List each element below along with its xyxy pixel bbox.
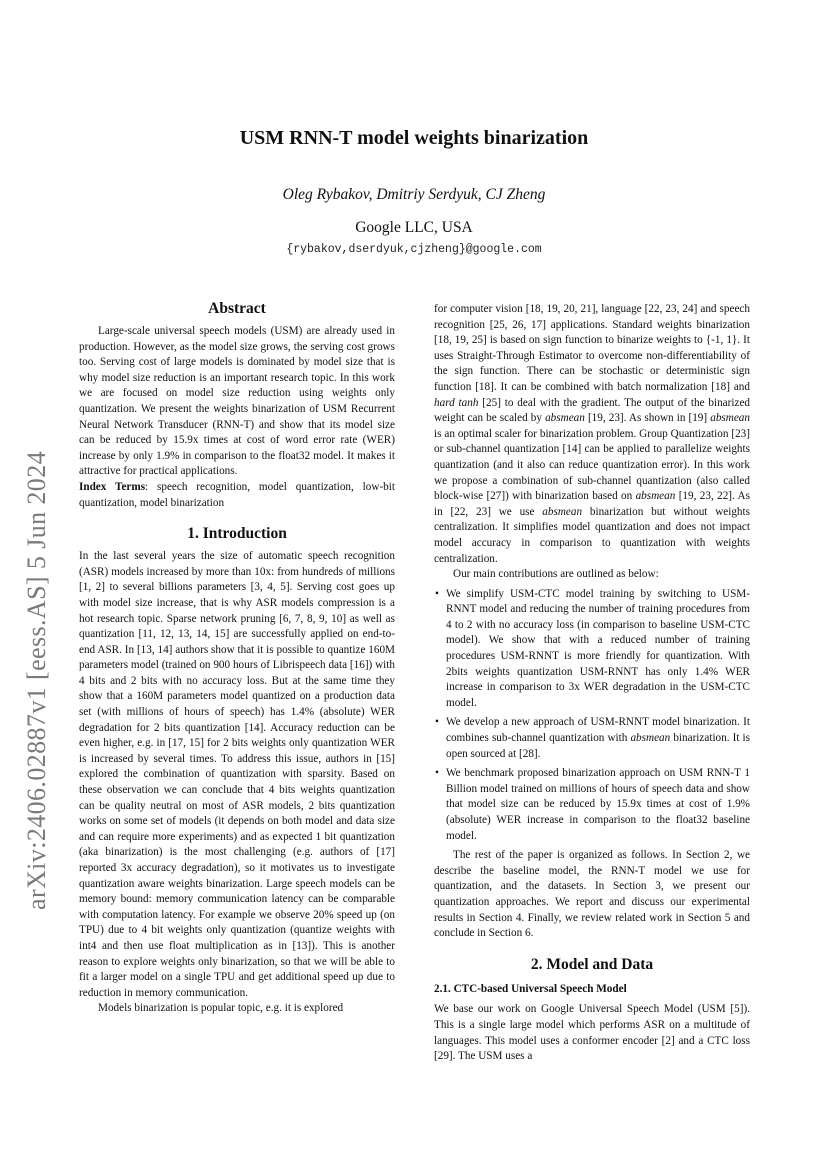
intro-para-1: In the last several years the size of automatic speech recognition (ASR) models increased by more than 10x: from hundreds of millions [1, 2] to several billions parameters [3, 4, 5]. Serving cost goes up with model size increase, that is why ASR models compression is a hot research topic. Sparse network pruning [6, 7, 8, 9, 10] as well as quantization [11, 12, 13, 14, 15] are successfully applied on end-to-end ASR. In [13, 14] authors show that it is possible to quantize 160M parameters model (trained on 900 hours of Librispeech data [16]) with 4 bits and 2 bits with no accuracy loss. But at the same time they show that a 160M parameters model quantized on a production data set (with millions of hours of speech) has 1.4% (absolute) WER degradation for 2 bits quantization [14]. Accuracy reduction can be even higher, e.g. in [17, 15] for 2 bits weights only quantization WER is increased by several times. To address this issue, authors in [15] explored the combination of quantization with sparsity. Based on these observation we can conclude that 4 bits weights quantization can be quality neutral on most of ASR models, 2 bits quantization works on some set of models (it depends on both model and data size and can require more experiments) and as expected 1 bit quantization (aka binarization) is the most challenging (e.g. authors of [17] reported 3x accuracy degradation), so it motivates us to investigate quantization aware weights binarization. Large speech models can be memory bound: memory communication latency can be comparable with computation latency. For example we observe 20% speed up (on TPU) due to 4 bit weights only quantization (quantize weights with int4 and then use float multiplication as in [13]). This is another reason to explore weights only binarization, so that we will be able to fit a larger model on a single TPU and get additional speed up due to reduction in memory communication. [79,550,395,999]
intro-heading: 1. Introduction [187,525,287,543]
list-item: • We simplify USM-CTC model training by switching to USM-RNNT model and reducing the number of training procedures from 4 to 2 with no accuracy loss (in comparison to baseline USM-CTC model). We show that with a reduced number of training procedures USM-RNNT is more friendly for quantization. With 2bits weights quantization USM-RNNT has only 1.4% WER increase in comparison to 3x WER degradation in the USM-CTC model. [434,587,750,712]
ctc-usm-subheading: 2.1. CTC-based Universal Speech Model [434,982,627,995]
model-data-heading: 2. Model and Data [530,955,654,973]
contributions-list [434,587,750,845]
paper-outline: The rest of the paper is organized as follows. In Section 2, we describe the baseline model, the RNN-T model we use for quantization, and the datasets. In Section 3, we present our quantization approaches. We report and discuss our experimental results in Section 4. Finally, we review related work in Section 5 and conclude in Section 6. [434,849,750,940]
index-terms [79,480,395,511]
abstract-heading: Abstract [208,300,266,317]
paper-authors: Oleg Rybakov, Dmitriy Serdyuk, CJ Zheng [282,186,546,203]
paper-email: {rybakov,dserdyuk,cjzheng}@google.com [286,243,542,256]
contributions-intro: Our main contributions are outlined as below: [453,568,659,581]
intro-para-2-start: Models binarization is popular topic, e.g. it is explored [98,1002,344,1015]
abstract-body: Large-scale universal speech models (USM) are already used in production. However, as the model size grows, the serving cost grows too. Serving cost of large models is dominated by model size that is why model size reduction is an important research topic. In this work we are focused on model size reduction using weights only quantization. We present the weights binarization of USM Recurrent Neural Network Transducer (RNN-T) and show that its model size can be reduced by 15.9x times at cost of word error rate (WER) increase by only 1.9% in comparison to the float32 model. It makes it attractive for practical applications. [79,325,395,478]
arxiv-side-stamp: arXiv:2406.02887v1 [eess.AS] 5 Jun 2024 [22,450,51,910]
list-item: • We develop a new approach of USM-RNNT model binarization. It combines sub-channel quantization with absmean binarization. It is open sourced at [28]. [434,715,750,762]
paper-affiliation: Google LLC, USA [355,219,473,236]
index-terms-text: : speech recognition, model quantization, low-bit quantization, model binarization [79,480,395,509]
paper-title: USM RNN-T model weights binarization [239,127,589,149]
intro-para-2-continued: for computer vision [18, 19, 20, 21], language [22, 23, 24] and speech recognition [25, 26, 17] applications. Standard weights binarization [18, 19, 25] is based on sign function to binarize weights to {-1, 1}. It uses Straight-Through Estimator to overcome non-differentiability of the sign function. There can be stochastic or deterministic sign function [18]. It can be combined with batch normalization [18] and hard tanh [25] to deal with the gradient. The output of the binarized weight can be scaled by absmean [19, 23]. As shown in [19] absmean is an optimal scaler for binarization problem. Group Quantization [23] or sub-channel quantization [14] can be applied to parallelize weights quantization (and it also can reduce quantization error). In this work we propose a combination of sub-channel quantization (also called block-wise [27]) with binarization based on absmean [19, 23, 22]. As in [22, 23] we use absmean binarization but without weights centralization. It simplifies model quantization and does not impact model accuracy in comparison to quantization with weights centralization. [434,303,751,565]
right-column [434,302,750,1065]
index-terms-label: Index Terms [79,480,146,493]
list-item: • We benchmark proposed binarization approach on USM RNN-T 1 Billion model trained on millions of hours of speech data and show that model size can be reduced by 15.9x times at cost of 1.9% (absolute) WER increase in comparison to the float32 baseline model. [434,766,750,844]
left-column [79,300,395,1017]
model-data-para: We base our work on Google Universal Speech Model (USM [5]). This is a single large model which performs ASR on a multitude of languages. This model uses a conformer encoder [2] and a CTC loss [29]. The USM uses a [434,1003,750,1063]
